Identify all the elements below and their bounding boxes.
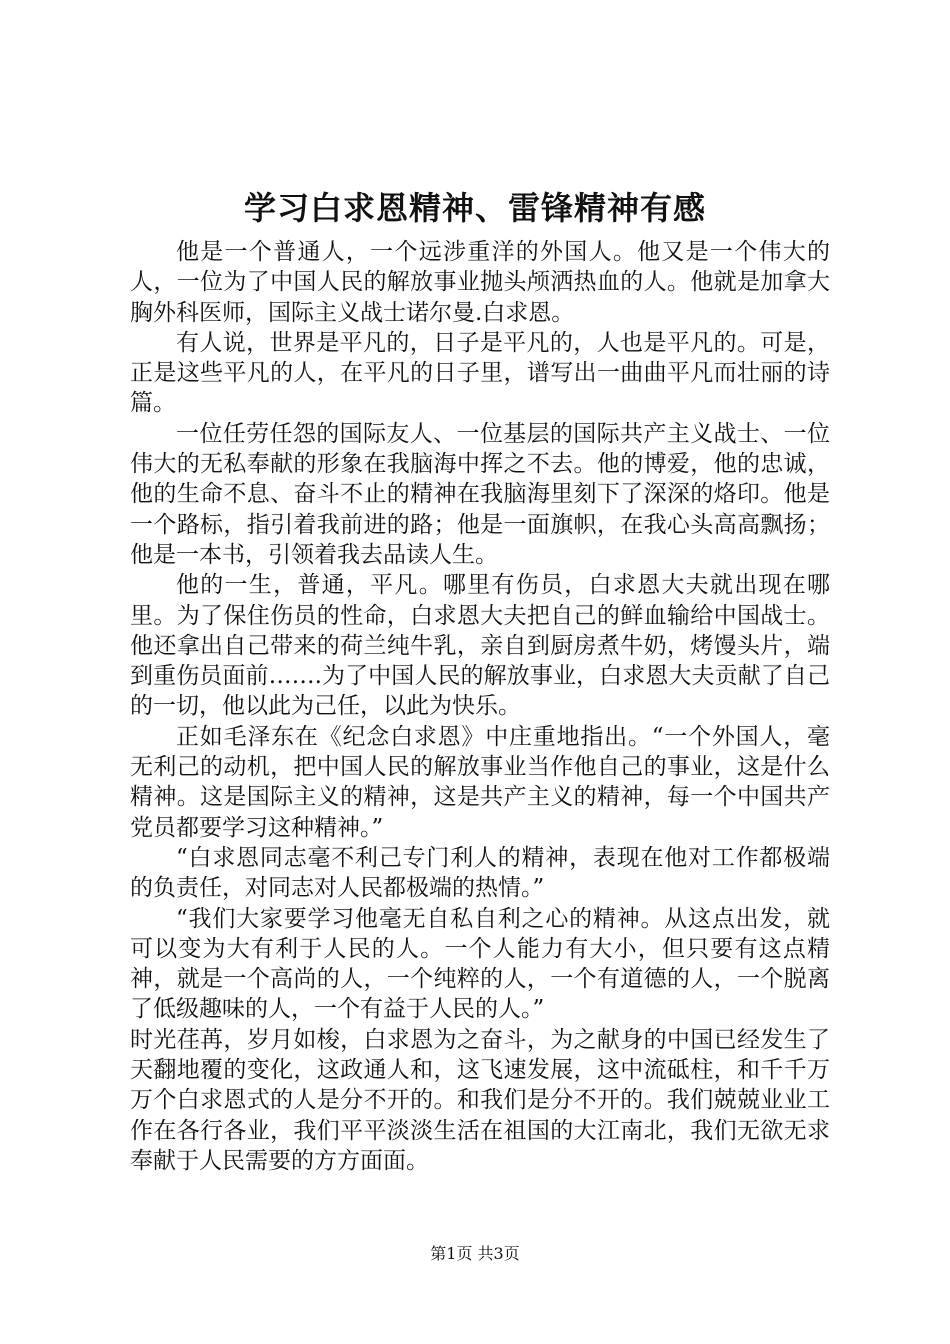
paragraph: 他是一个普通人，一个远涉重洋的外国人。他又是一个伟大的人，一位为了中国人民的解放事业抛头颅洒热血的人。他就是加拿大胸外科医师，国际主义战士诺尔曼.白求恩。 [130,239,830,326]
paragraph: 他的一生，普通，平凡。哪里有伤员，白求恩大夫就出现在哪里。为了保住伤员的性命，白求恩大夫把自己的鲜血输给中国战士。他还拿出自己带来的荷兰纯牛乳，亲自到厨房煮牛奶，烤馒头片，端到重伤员面前…….为了中国人民的解放事业，白求恩大夫贡献了自己的一切，他以此为己任，以此为快乐。 [130,572,830,720]
paragraph: “白求恩同志毫不利己专门利人的精神，表现在他对工作都极端的负责任，对同志对人民都极端的热情。” [130,844,830,902]
paragraph: 正如毛泽东在《纪念白求恩》中庄重地指出。“一个外国人，毫无利己的动机，把中国人民的解放事业当作他自己的事业，这是什么精神。这是国际主义的精神，这是共产主义的精神，每一个中国共产党员都要学习这种精神。” [130,723,830,841]
paragraph: 有人说，世界是平凡的，日子是平凡的，人也是平凡的。可是，正是这些平凡的人，在平凡的日子里，谱写出一曲曲平凡而壮丽的诗篇。 [130,329,830,417]
document-title: 学习白求恩精神、雷锋精神有感 [243,189,706,227]
document-body [130,237,830,1176]
paragraph: “我们大家要学习他毫无自私自利之心的精神。从这点出发，就可以变为大有利于人民的人。一个人能力有大小，但只要有这点精神，就是一个高尚的人，一个纯粹的人，一个有道德的人，一个脱离了低级趣味的人，一个有益于人民的人。” [130,905,830,1023]
page-number-footer: 第1页 共3页 [430,1244,520,1263]
paragraph: 一位任劳任怨的国际友人、一位基层的国际共产主义战士、一位伟大的无私奉献的形象在我脑海中挥之不去。他的博爱，他的忠诚，他的生命不息、奋斗不止的精神在我脑海里刻下了深深的烙印。他是一个路标，指引着我前进的路；他是一面旗帜，在我心头高高飘扬；他是一本书，引领着我去品读人生。 [130,420,830,568]
paragraph: 时光荏苒，岁月如梭，白求恩为之奋斗，为之献身的中国已经发生了天翻地覆的变化，这政通人和，这飞速发展，这中流砥柱，和千千万万个白求恩式的人是分不开的。和我们是分不开的。我们兢兢业业工作在各行各业，我们平平淡淡生活在祖国的大江南北，我们无欲无求奉献于人民需要的方方面面。 [130,1026,830,1174]
